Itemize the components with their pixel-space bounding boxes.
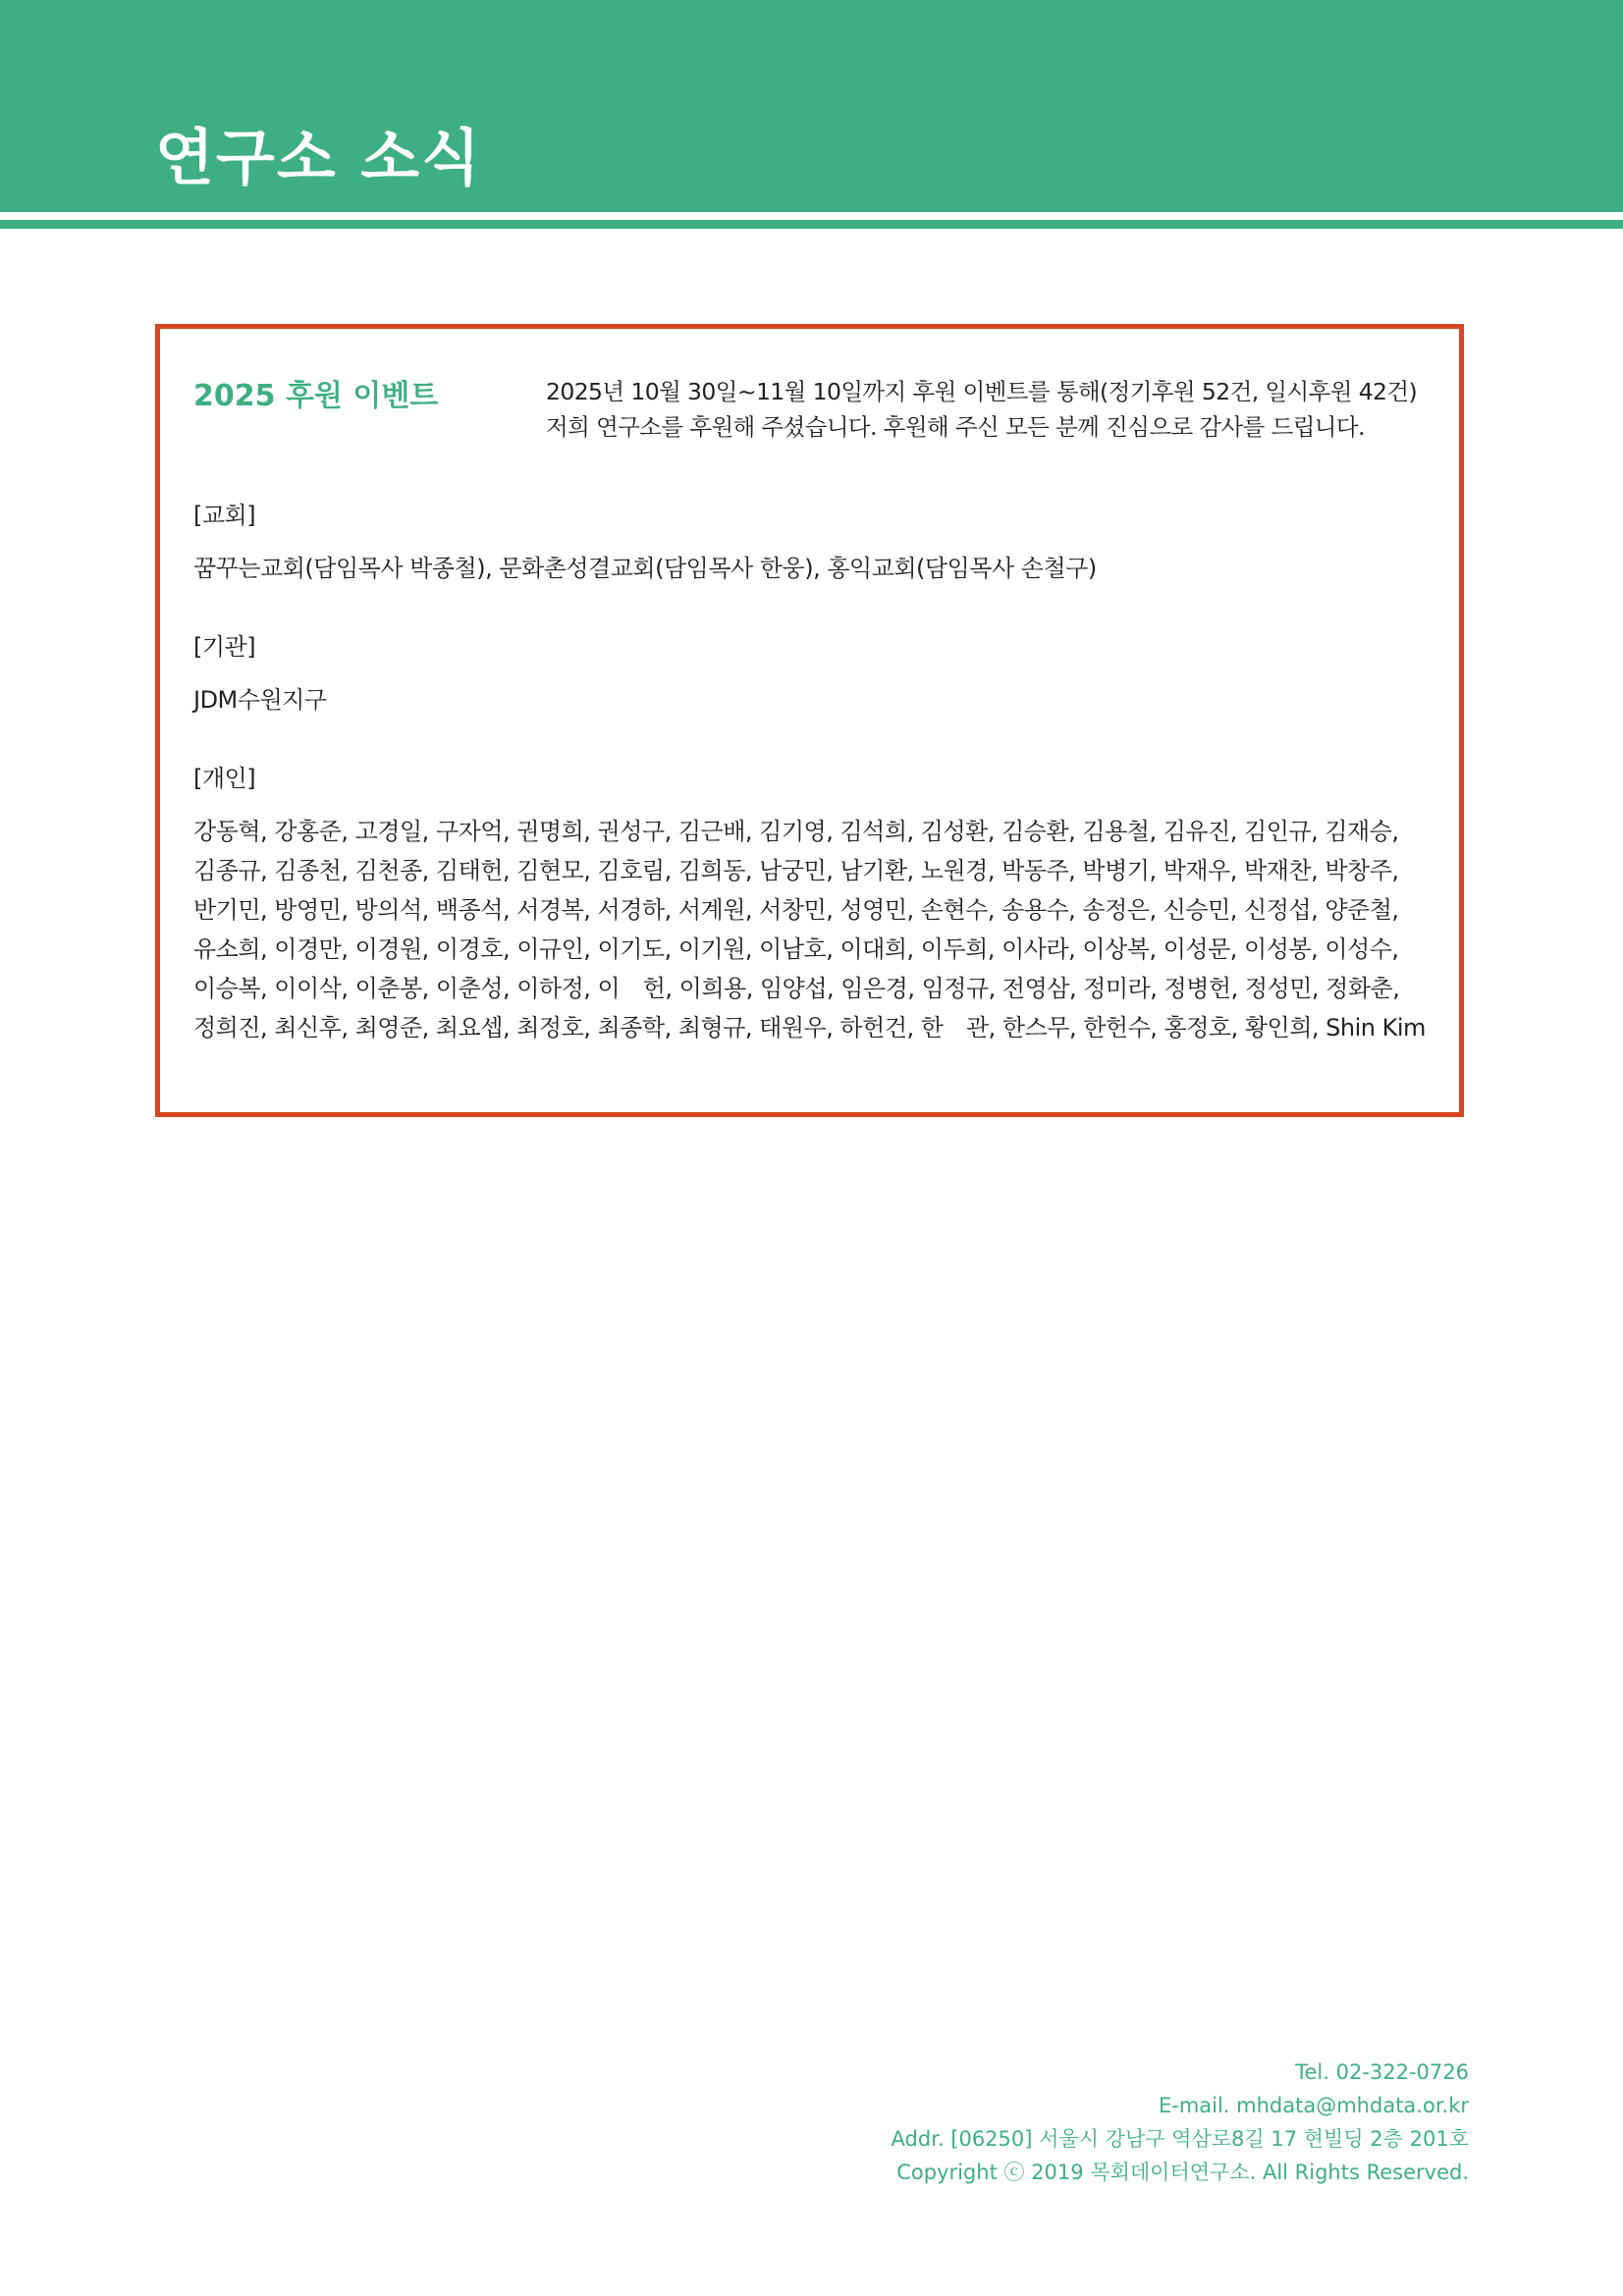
organization-list-line: JDM수원지구	[193, 686, 327, 714]
footer-email: E-mail. mhdata@mhdata.or.kr	[1158, 2094, 1469, 2117]
individual-list-line: 김종규, 김종천, 김천종, 김태헌, 김현모, 김호림, 김희동, 남궁민, 남기환, 노원경, 박동주, 박병기, 박재우, 박재찬, 박창주,	[193, 857, 1399, 884]
church-section	[193, 504, 1440, 588]
individual-list	[193, 812, 1440, 1047]
individual-section-label: [개인]	[193, 765, 256, 792]
individual-list-line: 강동혁, 강홍준, 고경일, 구자억, 권명희, 권성구, 김근배, 김기영, 김석희, 김성환, 김승환, 김용철, 김유진, 김인규, 김재승,	[193, 818, 1399, 845]
organization-list	[193, 680, 1440, 720]
church-list-line: 꿈꾸는교회(담임목사 박종철), 문화촌성결교회(담임목사 한웅), 홍익교회(담임목사 손철구)	[193, 555, 1097, 582]
individual-list-line: 정희진, 최신후, 최영준, 최요셉, 최정호, 최종학, 최형규, 태원우, 하헌건, 한 관, 한스무, 한헌수, 홍정호, 황인희, Shin Kim	[193, 1014, 1426, 1041]
notice-intro	[546, 374, 1449, 445]
individual-section	[193, 767, 1440, 1047]
notice-intro-line: 저희 연구소를 후원해 주셨습니다. 후원해 주신 모든 분께 진심으로 감사를 드립니다.	[546, 413, 1365, 441]
footer-tel: Tel. 02-322-0726	[1295, 2060, 1469, 2084]
organization-section	[193, 635, 1440, 720]
organization-section-label: [기관]	[193, 633, 256, 661]
individual-list-line: 이승복, 이이삭, 이춘봉, 이춘성, 이하정, 이 헌, 이희용, 임양섭, 임은경, 임정규, 전영삼, 정미라, 정병헌, 정성민, 정화춘,	[193, 975, 1400, 1002]
footer-copyright: Copyright ⓒ 2019 목회데이터연구소. All Rights Reserved.	[896, 2161, 1469, 2184]
individual-list-line: 반기민, 방영민, 방의석, 백종석, 서경복, 서경하, 서계원, 서창민, 성영민, 손현수, 송용수, 송정은, 신승민, 신정섭, 양준철,	[193, 896, 1399, 924]
notice-heading: 2025 후원 이벤트	[193, 379, 439, 413]
header-divider	[0, 220, 1623, 229]
church-section-label: [교회]	[193, 502, 256, 529]
notice-intro-line: 2025년 10월 30일~11월 10일까지 후원 이벤트를 통해(정기후원 52건, 일시후원 42건)	[546, 378, 1418, 405]
church-list	[193, 549, 1440, 588]
page-title: 연구소 소식	[155, 122, 483, 193]
individual-list-line: 유소희, 이경만, 이경원, 이경호, 이규인, 이기도, 이기원, 이남호, 이대희, 이두희, 이사라, 이상복, 이성문, 이성봉, 이성수,	[193, 935, 1399, 963]
footer-address: Addr. [06250] 서울시 강남구 역삼로8길 17 현빌딩 2층 201호	[891, 2127, 1469, 2151]
donation-notice-box	[155, 324, 1464, 1117]
contact-footer	[892, 2056, 1469, 2189]
